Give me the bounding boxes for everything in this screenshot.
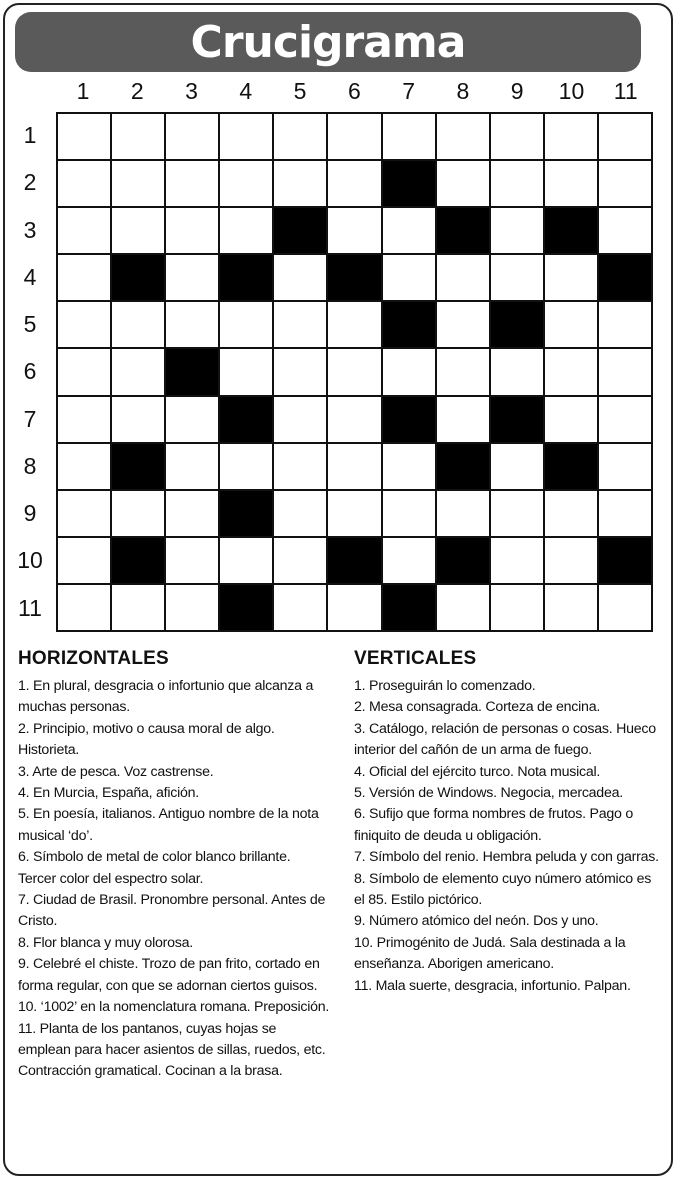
white-cell[interactable]: [545, 397, 597, 442]
white-cell[interactable]: [274, 538, 326, 583]
white-cell[interactable]: [545, 491, 597, 536]
white-cell[interactable]: [328, 302, 380, 347]
white-cell[interactable]: [274, 585, 326, 630]
clue-item: 8. Flor blanca y muy olorosa.: [18, 934, 193, 951]
white-cell[interactable]: [220, 538, 272, 583]
white-cell[interactable]: [437, 491, 489, 536]
white-cell[interactable]: [166, 208, 218, 253]
white-cell[interactable]: [112, 585, 164, 630]
horizontal-clues: [18, 648, 330, 1083]
white-cell[interactable]: [328, 491, 380, 536]
row-number: 4: [23, 263, 37, 290]
clue-item: 6. Símbolo de metal de color blanco brillante. Tercer color del espectro solar.: [18, 849, 291, 887]
white-cell[interactable]: [166, 114, 218, 159]
white-cell[interactable]: [166, 444, 218, 489]
white-cell[interactable]: [274, 255, 326, 300]
black-cell: [437, 208, 489, 253]
white-cell[interactable]: [58, 302, 110, 347]
verticales-heading: VERTICALES: [354, 648, 477, 669]
white-cell[interactable]: [599, 491, 651, 536]
white-cell[interactable]: [491, 349, 543, 394]
black-cell: [545, 444, 597, 489]
row-number: 3: [23, 216, 37, 243]
black-cell: [383, 161, 435, 206]
white-cell[interactable]: [220, 302, 272, 347]
white-cell[interactable]: [545, 538, 597, 583]
clue-item: 2. Principio, motivo o causa moral de algo. Historieta.: [18, 720, 275, 759]
white-cell[interactable]: [112, 208, 164, 253]
column-number: 7: [402, 78, 416, 104]
white-cell[interactable]: [220, 444, 272, 489]
white-cell[interactable]: [112, 491, 164, 536]
clue-item: 4. Oficial del ejército turco. Nota musical.: [354, 763, 601, 780]
white-cell[interactable]: [58, 538, 110, 583]
white-cell[interactable]: [545, 255, 597, 300]
white-cell[interactable]: [58, 444, 110, 489]
clue-item: 7. Ciudad de Brasil. Pronombre personal. Antes de Cristo.: [18, 892, 326, 930]
crossword-grid: [56, 112, 653, 632]
white-cell[interactable]: [383, 491, 435, 536]
white-cell[interactable]: [112, 114, 164, 159]
white-cell[interactable]: [437, 255, 489, 300]
clue-item: 10. Primogénito de Judá. Sala destinada a la enseñanza. Aborigen americano.: [354, 934, 626, 973]
white-cell[interactable]: [545, 349, 597, 394]
clue-item: 6. Sufijo que forma nombres de frutos. Pago o finiquito de deuda u obligación.: [354, 806, 633, 844]
white-cell[interactable]: [328, 208, 380, 253]
row-number: 9: [23, 500, 37, 527]
white-cell[interactable]: [274, 349, 326, 394]
clue-item: 4. En Murcia, España, afición.: [18, 785, 199, 802]
clue-item: 9. Número atómico del neón. Dos y uno.: [354, 913, 599, 930]
white-cell[interactable]: [166, 397, 218, 442]
column-number: 3: [185, 78, 198, 104]
horizontales-heading: HORIZONTALES: [18, 648, 169, 669]
black-cell: [220, 491, 272, 536]
clue-item: 11. Planta de los pantanos, cuyas hojas se emplean para hacer asientos de sillas, ruedos, etc. Contracción gramatical. Cocinan a la brasa.: [18, 1020, 326, 1080]
column-number: 8: [456, 78, 470, 104]
clue-item: 5. Versión de Windows. Negocia, mercadea.: [354, 785, 623, 802]
white-cell[interactable]: [220, 349, 272, 394]
white-cell[interactable]: [328, 114, 380, 159]
white-cell[interactable]: [491, 538, 543, 583]
white-cell[interactable]: [58, 208, 110, 253]
row-number: 2: [23, 169, 37, 196]
white-cell[interactable]: [599, 161, 651, 206]
black-cell: [599, 255, 651, 300]
white-cell[interactable]: [274, 397, 326, 442]
white-cell[interactable]: [545, 161, 597, 206]
black-cell: [166, 349, 218, 394]
white-cell[interactable]: [599, 585, 651, 630]
white-cell[interactable]: [328, 444, 380, 489]
black-cell: [383, 585, 435, 630]
white-cell[interactable]: [383, 255, 435, 300]
white-cell[interactable]: [437, 114, 489, 159]
black-cell: [491, 397, 543, 442]
white-cell[interactable]: [220, 208, 272, 253]
white-cell[interactable]: [274, 114, 326, 159]
white-cell[interactable]: [491, 114, 543, 159]
column-number: 1: [76, 78, 90, 104]
column-number: 11: [613, 78, 638, 104]
column-number: 5: [293, 78, 307, 104]
clue-item: 10. ‘1002’ en la nomenclatura romana. Preposición.: [18, 999, 330, 1016]
vertical-clue-list: [354, 676, 660, 997]
black-cell: [220, 585, 272, 630]
white-cell[interactable]: [599, 208, 651, 253]
white-cell[interactable]: [328, 161, 380, 206]
white-cell[interactable]: [112, 397, 164, 442]
clue-item: 7. Símbolo del renio. Hembra peluda y con garras.: [354, 849, 659, 866]
white-cell[interactable]: [383, 538, 435, 583]
white-cell[interactable]: [220, 161, 272, 206]
clue-item: 1. Proseguirán lo comenzado.: [354, 678, 536, 694]
white-cell[interactable]: [491, 208, 543, 253]
horizontal-clue-list: [18, 676, 330, 1083]
white-cell[interactable]: [166, 538, 218, 583]
white-cell[interactable]: [599, 444, 651, 489]
column-number: 10: [558, 78, 585, 104]
white-cell[interactable]: [166, 161, 218, 206]
white-cell[interactable]: [274, 161, 326, 206]
column-number: 2: [130, 78, 144, 104]
clue-item: 3. Arte de pesca. Voz castrense.: [18, 763, 214, 780]
white-cell[interactable]: [491, 255, 543, 300]
white-cell[interactable]: [166, 255, 218, 300]
white-cell[interactable]: [491, 491, 543, 536]
row-number: 10: [17, 547, 43, 574]
black-cell: [328, 538, 380, 583]
white-cell[interactable]: [383, 444, 435, 489]
white-cell[interactable]: [383, 114, 435, 159]
white-cell[interactable]: [491, 444, 543, 489]
title-bar: [15, 12, 641, 72]
column-number: 9: [510, 78, 524, 104]
white-cell[interactable]: [599, 114, 651, 159]
row-number: 8: [23, 452, 37, 479]
white-cell[interactable]: [58, 255, 110, 300]
white-cell[interactable]: [437, 397, 489, 442]
page-title: Crucigrama: [190, 16, 466, 68]
white-cell[interactable]: [274, 491, 326, 536]
black-cell: [220, 255, 272, 300]
vertical-clues: [354, 648, 660, 997]
white-cell[interactable]: [166, 302, 218, 347]
white-cell[interactable]: [274, 302, 326, 347]
clue-item: 5. En poesía, italianos. Antiguo nombre de la nota musical ‘do’.: [18, 806, 319, 844]
white-cell[interactable]: [112, 349, 164, 394]
black-cell: [383, 302, 435, 347]
clue-item: 11. Mala suerte, desgracia, infortunio. Palpan.: [354, 977, 631, 994]
white-cell[interactable]: [437, 161, 489, 206]
black-cell: [220, 397, 272, 442]
clue-item: 1. En plural, desgracia o infortunio que alcanza a muchas personas.: [18, 678, 314, 716]
black-cell: [599, 538, 651, 583]
black-cell: [112, 255, 164, 300]
black-cell: [328, 255, 380, 300]
clue-item: 3. Catálogo, relación de personas o cosas. Hueco interior del cañón de un arma de fuego.: [354, 720, 656, 759]
black-cell: [437, 444, 489, 489]
white-cell[interactable]: [166, 585, 218, 630]
clue-item: 2. Mesa consagrada. Corteza de encina.: [354, 699, 601, 716]
white-cell[interactable]: [328, 397, 380, 442]
white-cell[interactable]: [437, 349, 489, 394]
white-cell[interactable]: [166, 491, 218, 536]
white-cell[interactable]: [274, 444, 326, 489]
white-cell[interactable]: [437, 302, 489, 347]
white-cell[interactable]: [328, 349, 380, 394]
row-number: 6: [23, 358, 37, 385]
white-cell[interactable]: [599, 349, 651, 394]
clue-item: 9. Celebré el chiste. Trozo de pan frito, cortado en forma regular, con que se adornan ciertos guisos.: [18, 956, 320, 994]
row-number: 5: [23, 311, 37, 338]
white-cell[interactable]: [328, 585, 380, 630]
white-cell[interactable]: [491, 161, 543, 206]
white-cell[interactable]: [58, 349, 110, 394]
black-cell: [383, 397, 435, 442]
white-cell[interactable]: [491, 585, 543, 630]
row-number: 1: [23, 122, 37, 148]
black-cell: [274, 208, 326, 253]
white-cell[interactable]: [58, 491, 110, 536]
white-cell[interactable]: [383, 349, 435, 394]
black-cell: [112, 538, 164, 583]
row-number: 7: [23, 405, 37, 432]
white-cell[interactable]: [437, 585, 489, 630]
row-number: 11: [18, 594, 42, 621]
black-cell: [545, 208, 597, 253]
white-cell[interactable]: [545, 302, 597, 347]
black-cell: [437, 538, 489, 583]
white-cell[interactable]: [58, 585, 110, 630]
white-cell[interactable]: [112, 161, 164, 206]
white-cell[interactable]: [599, 397, 651, 442]
white-cell[interactable]: [58, 397, 110, 442]
white-cell[interactable]: [112, 302, 164, 347]
clue-item: 8. Símbolo de elemento cuyo número atómico es el 85. Estilo pictórico.: [354, 870, 652, 909]
white-cell[interactable]: [599, 302, 651, 347]
column-number: 4: [239, 78, 253, 104]
white-cell[interactable]: [58, 114, 110, 159]
white-cell[interactable]: [545, 114, 597, 159]
black-cell: [491, 302, 543, 347]
white-cell[interactable]: [545, 585, 597, 630]
white-cell[interactable]: [220, 114, 272, 159]
black-cell: [112, 444, 164, 489]
column-number: 6: [347, 78, 361, 104]
white-cell[interactable]: [383, 208, 435, 253]
white-cell[interactable]: [58, 161, 110, 206]
